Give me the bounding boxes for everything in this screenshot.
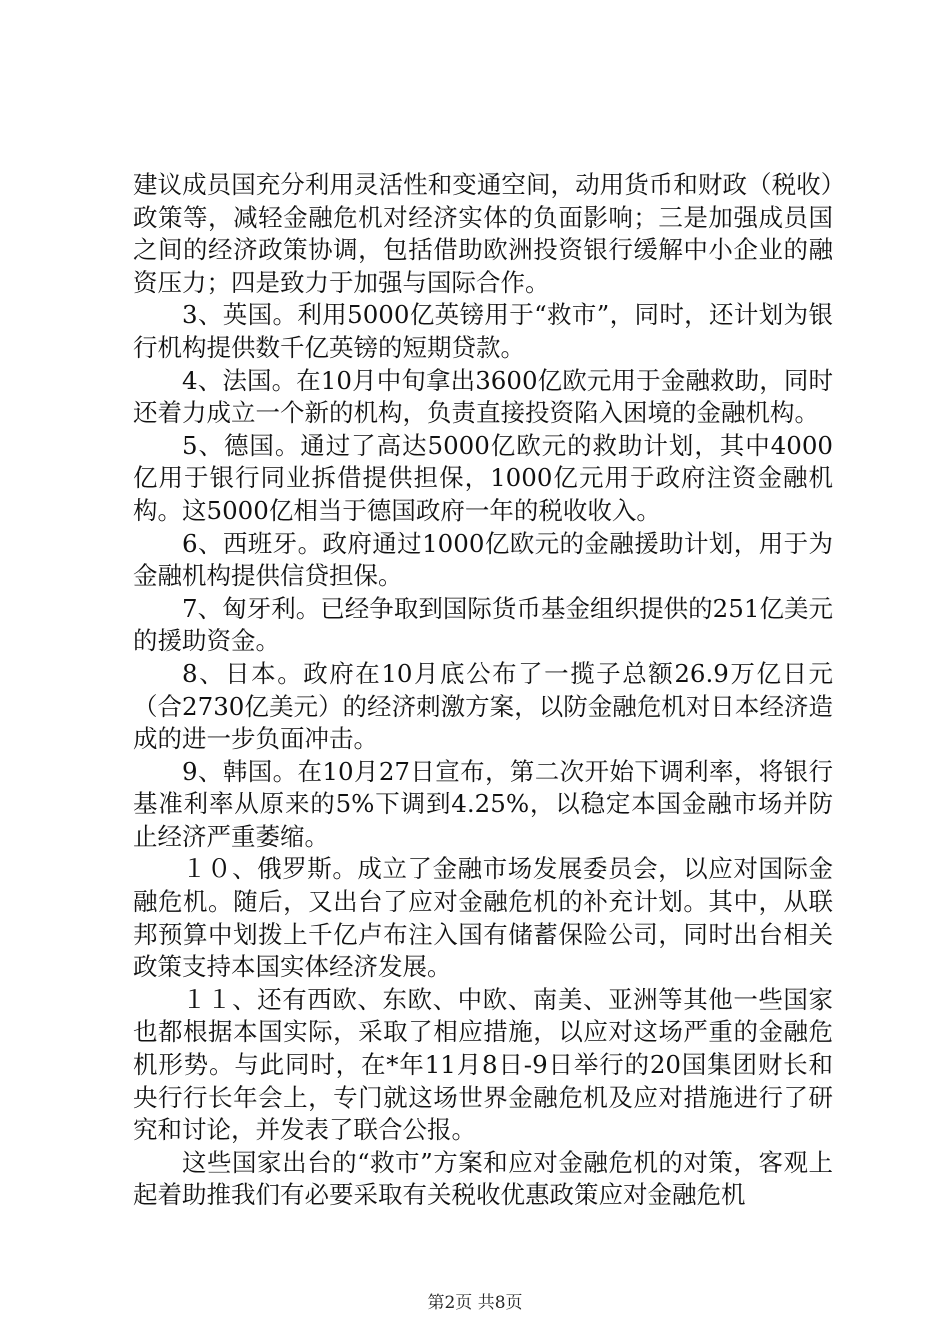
- paragraph-conclusion: 这些国家出台的“救市”方案和应对金融危机的对策，客观上起着助推我们有必要采取有关税收优惠政策应对金融危机: [133, 1147, 833, 1210]
- paragraph-spain: 6、西班牙。政府通过1000亿欧元的金融援助计划，用于为金融机构提供信贷担保。: [133, 528, 833, 591]
- document-body: [133, 169, 833, 1212]
- paragraph-russia: １０、俄罗斯。成立了金融市场发展委员会，以应对国际金融危机。随后，又出台了应对金融危机的补充计划。其中，从联邦预算中划拨上千亿卢布注入国有储蓄保险公司，同时出台相关政策支持本国实体经济发展。: [133, 854, 833, 982]
- paragraph-france: 4、法国。在10月中旬拿出3600亿欧元用于金融救助，同时还着力成立一个新的机构，负责直接投资陷入困境的金融机构。: [133, 365, 833, 428]
- paragraph-other-countries: １１、还有西欧、东欧、中欧、南美、亚洲等其他一些国家也都根据本国实际，采取了相应措施，以应对这场严重的金融危机形势。与此同时，在*年11月8日-9日举行的20国集团财长和央行行长年会上，专门就这场世界金融危机及应对措施进行了研究和讨论，并发表了联合公报。: [133, 984, 833, 1145]
- page-number-label: 第2页 共8页: [427, 1293, 523, 1313]
- paragraph-uk: 3、英国。利用5000亿英镑用于“救市”，同时，还计划为银行机构提供数千亿英镑的短期贷款。: [133, 300, 833, 362]
- paragraph-korea: 9、韩国。在10月27日宣布，第二次开始下调利率，将银行基准利率从原来的5%下调到4.25%，以稳定本国金融市场并防止经济严重萎缩。: [133, 756, 833, 851]
- paragraph-continuation: 建议成员国充分利用灵活性和变通空间，动用货币和财政（税收）政策等，减轻金融危机对经济实体的负面影响；三是加强成员国之间的经济政策协调，包括借助欧洲投资银行缓解中小企业的融资压力；四是致力于加强与国际合作。: [133, 170, 833, 297]
- paragraph-hungary: 7、匈牙利。已经争取到国际货币基金组织提供的251亿美元的援助资金。: [133, 593, 833, 656]
- paragraph-japan: 8、日本。政府在10月底公布了一揽子总额26.9万亿日元（合2730亿美元）的经济刺激方案，以防金融危机对日本经济造成的进一步负面冲击。: [133, 658, 833, 754]
- paragraph-germany: 5、德国。通过了高达5000亿欧元的救助计划，其中4000亿用于银行同业拆借提供担保，1000亿元用于政府注资金融机构。这5000亿相当于德国政府一年的税收收入。: [133, 430, 833, 525]
- page-footer: [0, 1288, 950, 1313]
